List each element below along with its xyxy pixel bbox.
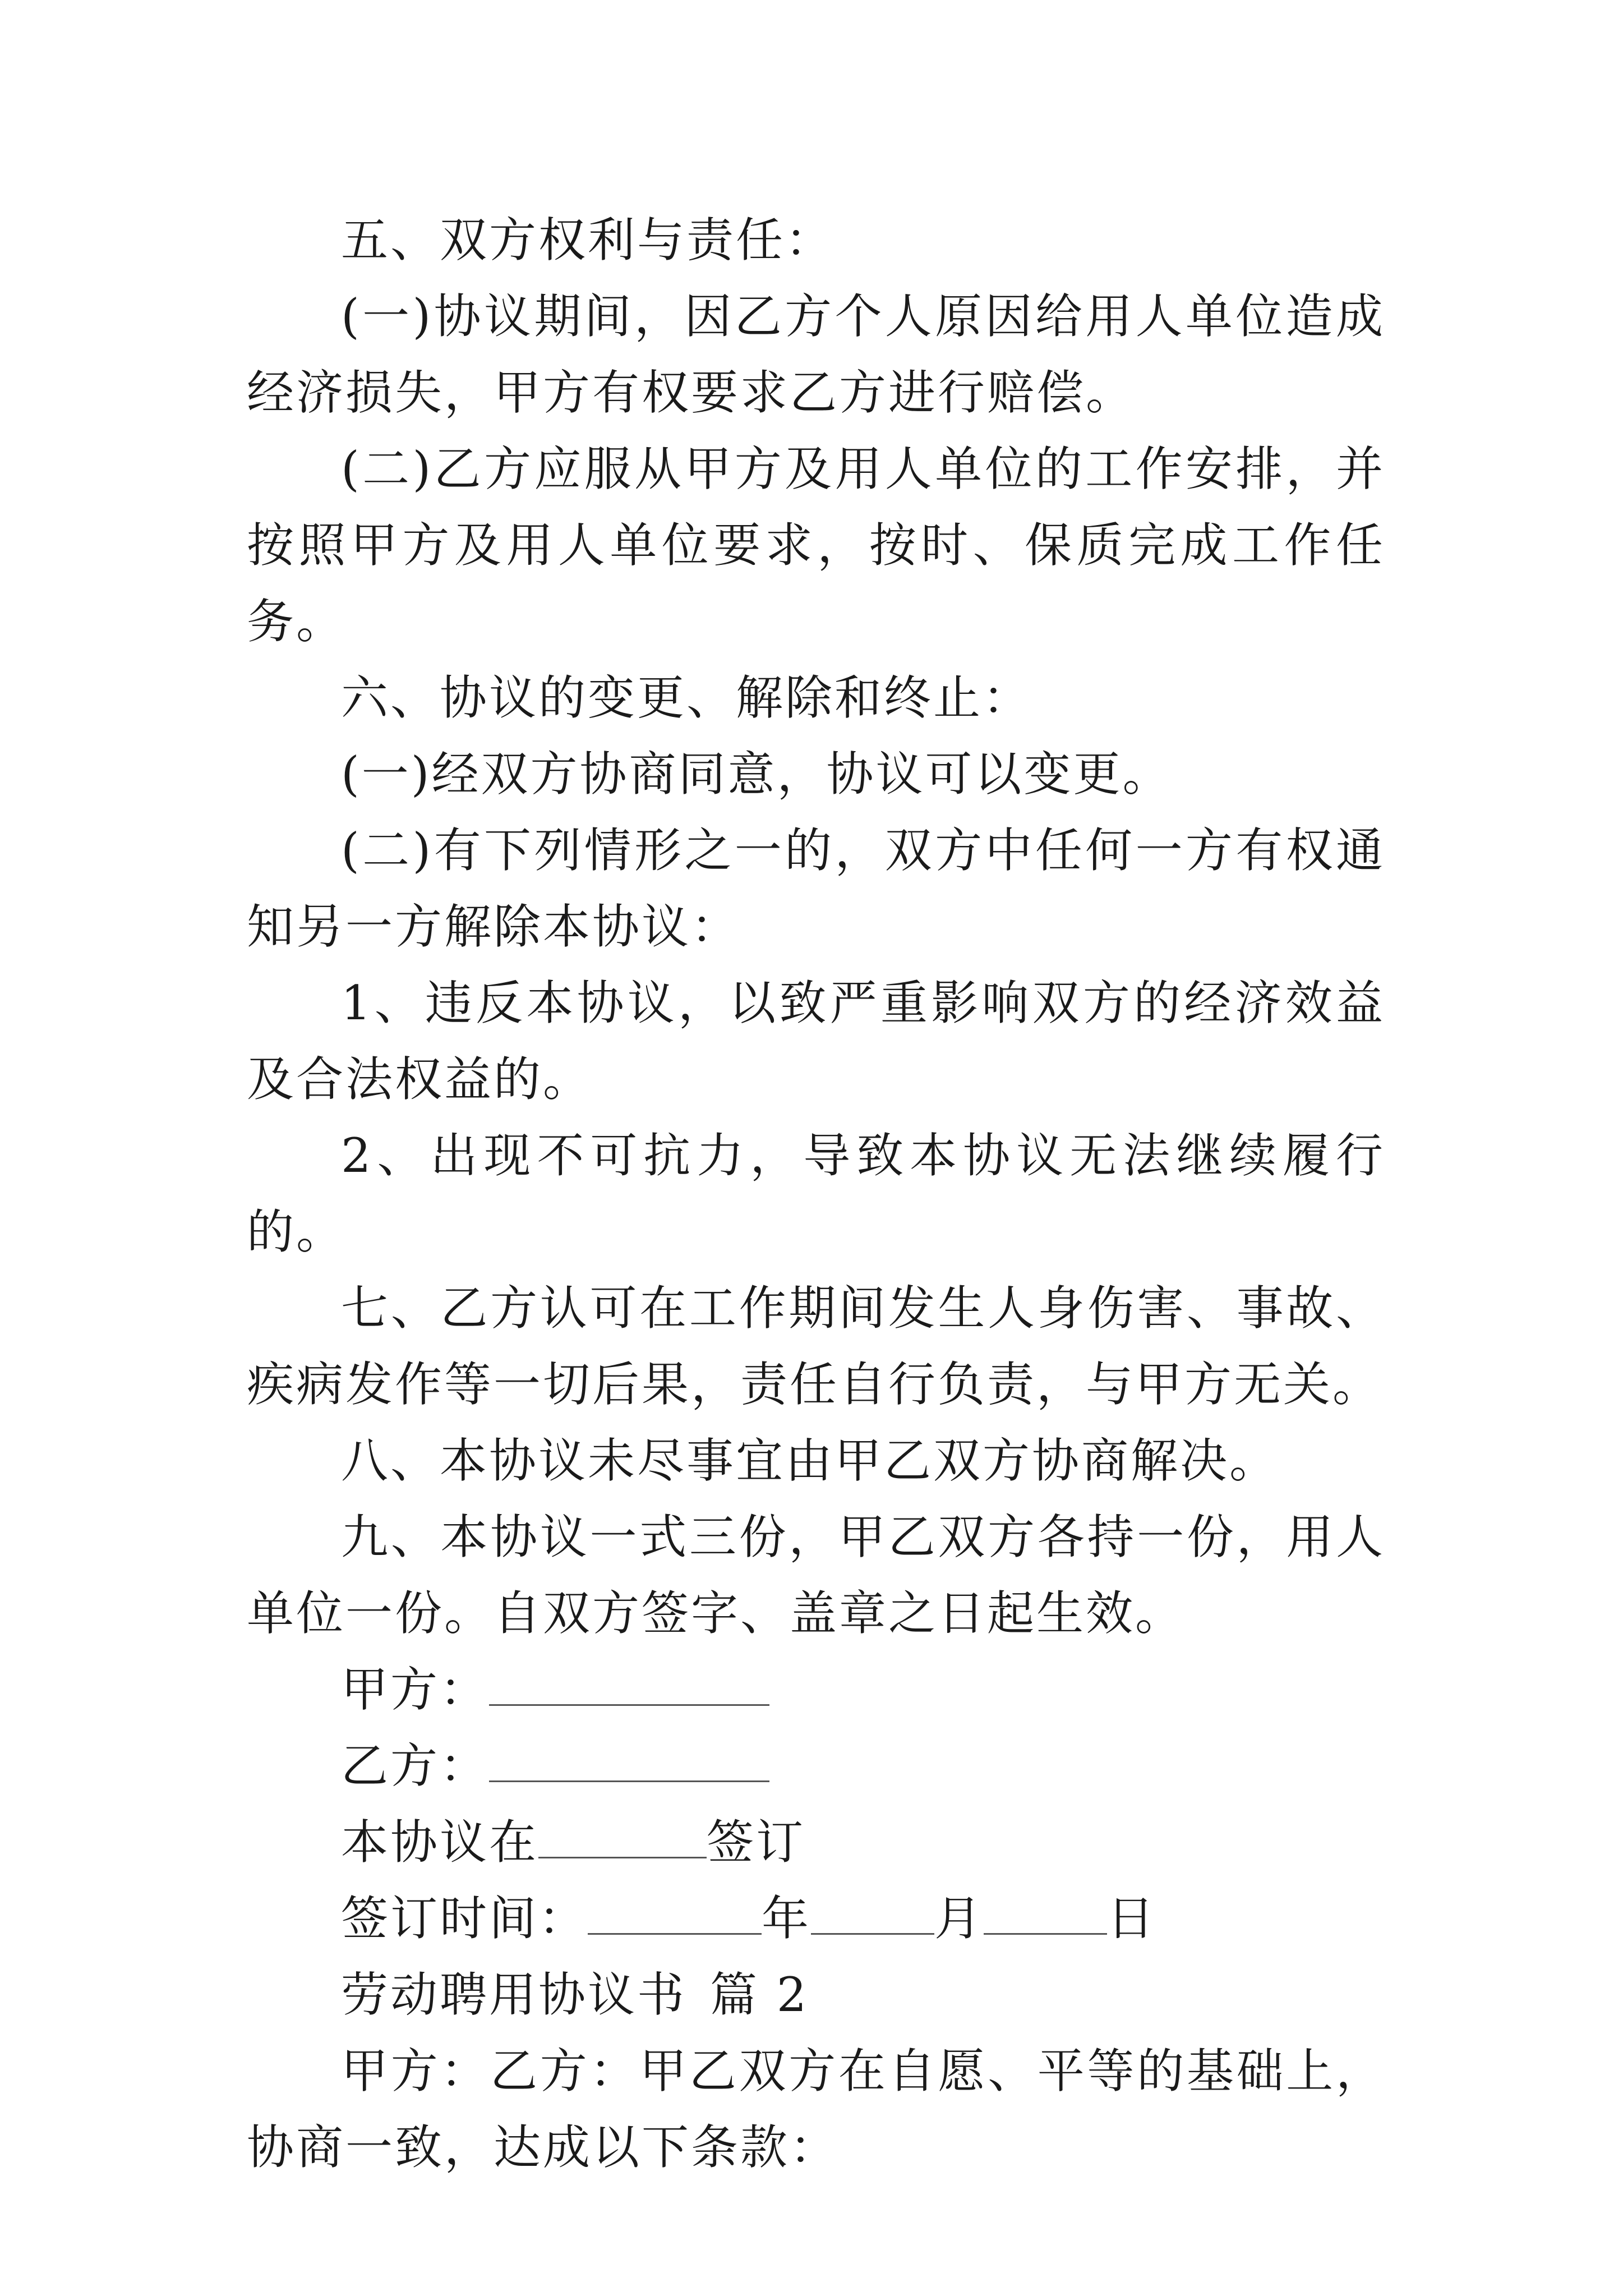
clause-seven: 七、乙方认可在工作期间发生人身伤害、事故、疾病发作等一切后果，责任自行负责，与甲方无关。 xyxy=(247,1281,1385,1412)
day-blank xyxy=(984,1888,1107,1935)
section-heading xyxy=(247,1957,1385,2033)
signing-date-line xyxy=(247,1880,1385,1957)
section-title: 劳动聘用协议书 xyxy=(341,1967,687,2022)
month-blank xyxy=(811,1888,934,1935)
month-label: 月 xyxy=(934,1891,984,1946)
day-label: 日 xyxy=(1107,1891,1157,1946)
clause-nine: 九、本协议一式三份，甲乙双方各持一份，用人单位一份。自双方签字、盖章之日起生效。 xyxy=(247,1510,1385,1641)
signing-place-suffix: 签订 xyxy=(707,1815,806,1870)
clause-six-heading: 六、协议的变更、解除和终止： xyxy=(341,670,1032,725)
clause-six-subitem-2: 2、出现不可抗力，导致本协议无法继续履行的。 xyxy=(247,1128,1385,1259)
party-b-line xyxy=(247,1728,1385,1804)
signing-date-label: 签订时间： xyxy=(341,1891,588,1946)
clause-six-item-1: (一)经双方协商同意，协议可以变更。 xyxy=(341,747,1172,802)
year-blank xyxy=(588,1888,762,1935)
clause-six-item-2: (二)有下列情形之一的，双方中任何一方有权通知另一方解除本协议： xyxy=(247,823,1385,954)
party-a-label: 甲方： xyxy=(341,1662,490,1717)
signing-place-prefix: 本协议在 xyxy=(341,1815,539,1870)
year-label: 年 xyxy=(762,1891,811,1946)
party-b-label: 乙方： xyxy=(341,1738,490,1793)
clause-five-heading: 五、双方权利与责任： xyxy=(341,213,835,268)
clause-six-subitem-1: 1、违反本协议，以致严重影响双方的经济效益及合法权益的。 xyxy=(247,976,1385,1107)
section-two-intro: 甲方：乙方：甲乙双方在自愿、平等的基础上，协商一致，达成以下条款： xyxy=(247,2044,1385,2175)
document-body xyxy=(247,202,1385,2185)
clause-eight: 八、本协议未尽事宜由甲乙双方协商解决。 xyxy=(341,1433,1279,1488)
party-a-line xyxy=(247,1651,1385,1728)
section-number: 篇 2 xyxy=(710,1967,809,2022)
party-b-blank xyxy=(489,1736,769,1782)
clause-five-item-1: (一)协议期间，因乙方个人原因给用人单位造成经济损失，甲方有权要求乙方进行赔偿。 xyxy=(247,289,1385,420)
clause-five-item-2: (二)乙方应服从甲方及用人单位的工作安排，并按照甲方及用人单位要求，按时、保质完成工作任务。 xyxy=(247,441,1385,649)
signing-place-blank xyxy=(538,1812,707,1858)
signing-place-line xyxy=(247,1804,1385,1880)
party-a-blank xyxy=(489,1659,769,1706)
